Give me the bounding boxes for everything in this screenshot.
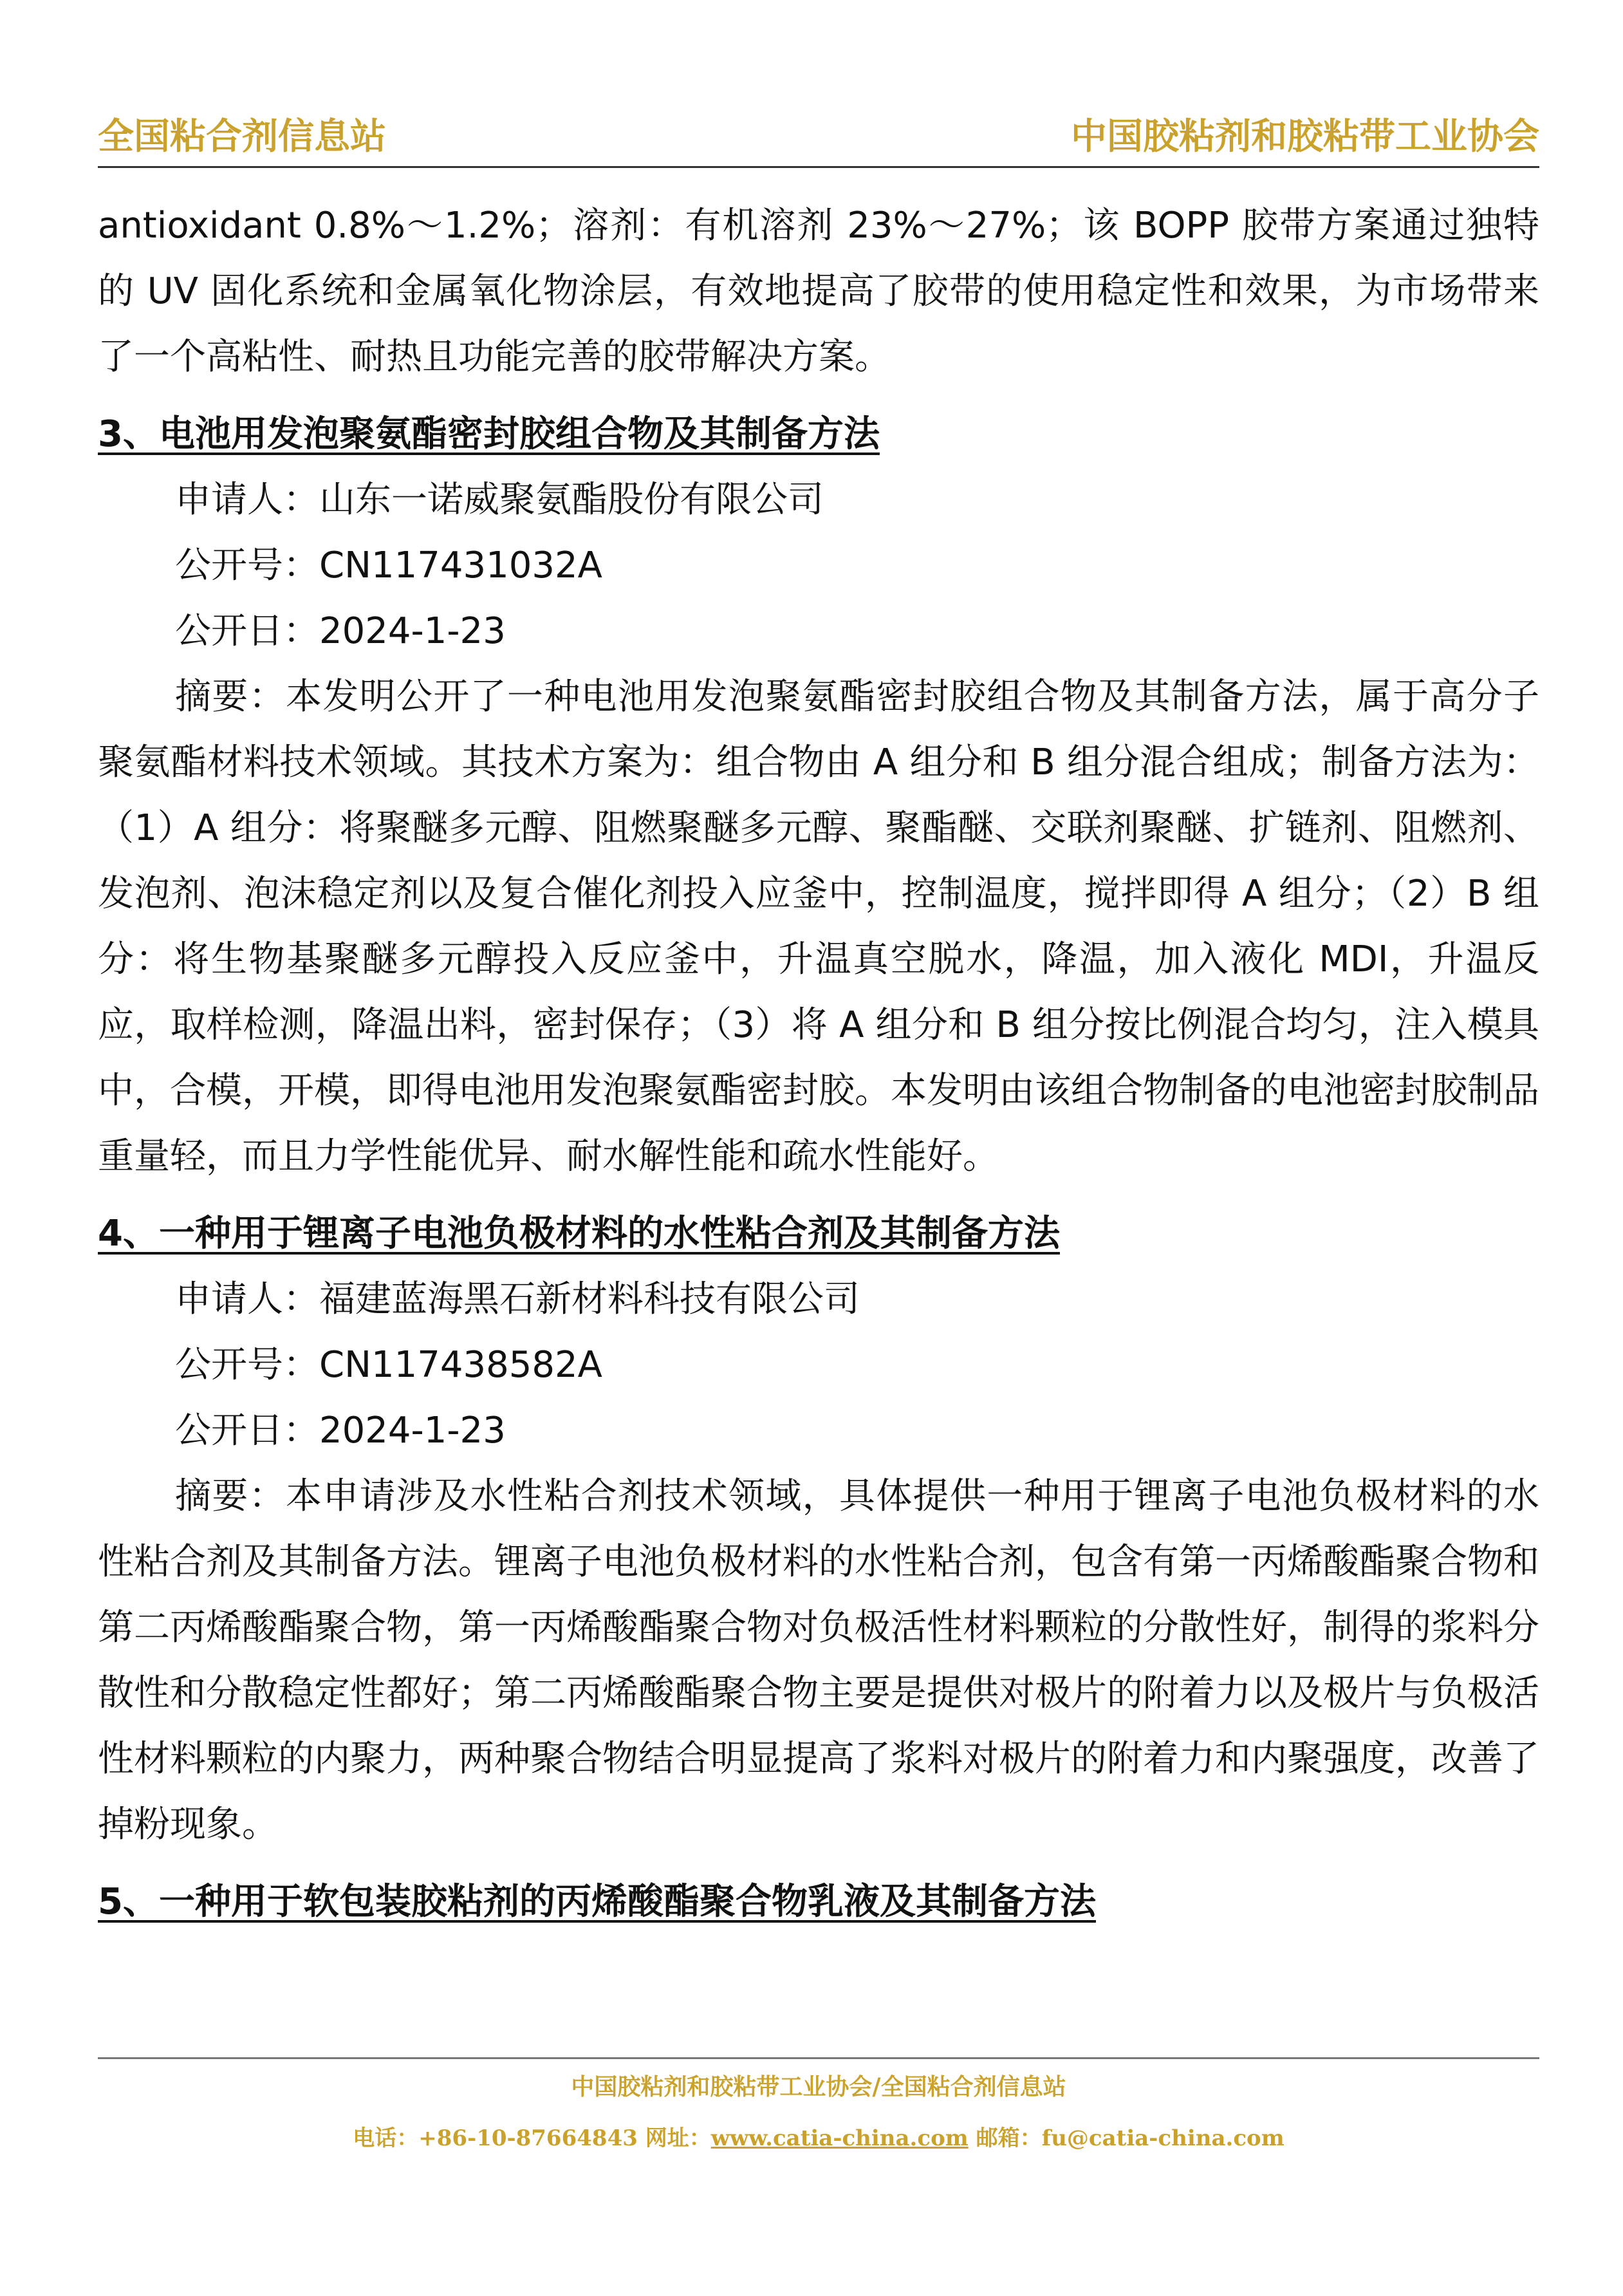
document-body	[98, 193, 1539, 1935]
section-3-publication-number: 公开号：CN117431032A	[175, 545, 602, 586]
footer-phone: 电话：+86-10-87664843	[353, 2125, 638, 2151]
section-5-title: 5、一种用于软包装胶粘剂的丙烯酸酯聚合物乳液及其制备方法	[98, 1881, 1096, 1923]
section-4-publication-date: 公开日：2024-1-23	[175, 1410, 506, 1451]
footer-organization: 中国胶粘剂和胶粘带工业协会/全国粘合剂信息站	[571, 2073, 1066, 2100]
footer-contact	[98, 2122, 1539, 2154]
footer-website-link[interactable]: www.catia-china.com	[710, 2125, 969, 2151]
section-4-abstract: 摘要：本申请涉及水性粘合剂技术领域，具体提供一种用于锂离子电池负极材料的水性粘合剂及其制备方法。锂离子电池负极材料的水性粘合剂，包含有第一丙烯酸酯聚合物和第二丙烯酸酯聚合物，第一丙烯酸酯聚合物对负极活性材料颗粒的分散性好，制得的浆料分散性和分散稳定性都好；第二丙烯酸酯聚合物主要是提供对极片的附着力以及极片与负极活性材料颗粒的内聚力，两种聚合物结合明显提高了浆料对极片的附着力和内聚强度，改善了掉粉现象。	[98, 1475, 1539, 1845]
page-header	[98, 108, 1539, 168]
page-footer	[98, 2057, 1539, 2154]
footer-web-label: 网址：	[645, 2125, 711, 2151]
section-3-publication-date: 公开日：2024-1-23	[175, 610, 506, 652]
section-4-publication-number: 公开号：CN117438582A	[175, 1344, 602, 1386]
footer-email: 邮箱：fu@catia-china.com	[976, 2125, 1284, 2151]
section-3-abstract: 摘要：本发明公开了一种电池用发泡聚氨酯密封胶组合物及其制备方法，属于高分子聚氨酯材料技术领域。其技术方案为：组合物由 A 组分和 B 组分混合组成；制备方法为：（1）A 组分：将聚醚多元醇、阻燃聚醚多元醇、聚酯醚、交联剂聚醚、扩链剂、阻燃剂、发泡剂、泡沫稳定剂以及复合催化剂投入应釜中，控制温度，搅拌即得 A 组分；（2）B 组分：将生物基聚醚多元醇投入反应釜中，升温真空脱水，降温，加入液化 MDI，升温反应，取样检测，降温出料，密封保存；（3）将 A 组分和 B 组分按比例混合均匀，注入模具中，合模，开模，即得电池用发泡聚氨酯密封胶。本发明由该组合物制备的电池密封胶制品重量轻，而且力学性能优异、耐水解性能和疏水性能好。	[98, 676, 1539, 1177]
header-site-name: 全国粘合剂信息站	[98, 116, 386, 158]
section-4-applicant: 申请人：福建蓝海黑石新材料科技有限公司	[175, 1278, 860, 1320]
intro-paragraph: antioxidant 0.8%～1.2%；溶剂：有机溶剂 23%～27%；该 BOPP 胶带方案通过独特的 UV 固化系统和金属氧化物涂层，有效地提高了胶带的使用稳定性和效果，为市场带来了一个高粘性、耐热且功能完善的胶带解决方案。	[98, 205, 1539, 378]
section-4-title: 4、一种用于锂离子电池负极材料的水性粘合剂及其制备方法	[98, 1213, 1060, 1255]
header-association-name: 中国胶粘剂和胶粘带工业协会	[1071, 116, 1539, 158]
section-3-title: 3、电池用发泡聚氨酯密封胶组合物及其制备方法	[98, 413, 880, 455]
section-3-applicant: 申请人：山东一诺威聚氨酯股份有限公司	[175, 479, 824, 521]
